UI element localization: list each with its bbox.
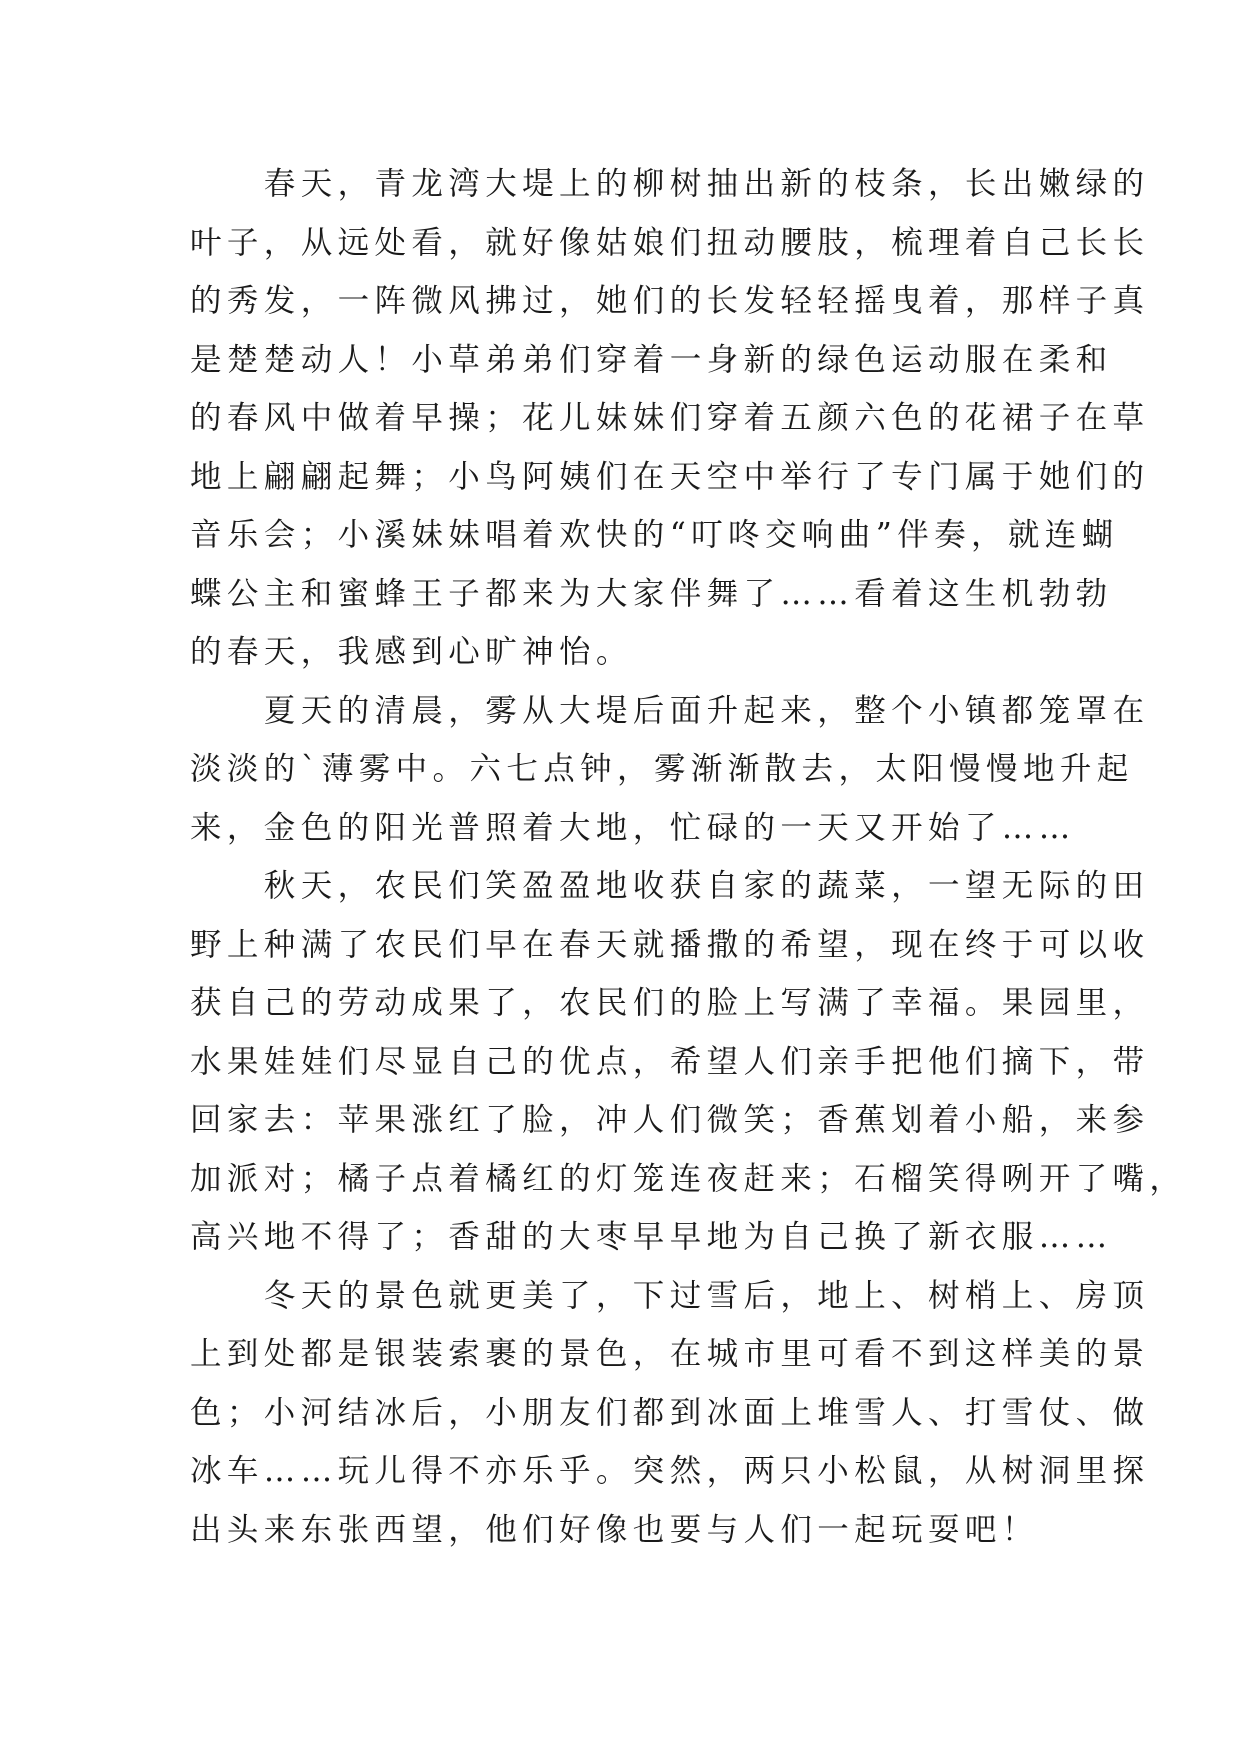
text-line: 冰车……玩儿得不亦乐乎。突然，两只小松鼠，从树洞里探 [190, 1453, 1150, 1489]
text-line: 叶子，从远处看，就好像姑娘们扭动腰肢，梳理着自己长长 [190, 224, 1150, 261]
paragraph-winter [190, 1267, 1150, 1560]
paragraph-summer [190, 682, 1150, 858]
text-line: 获自己的劳动成果了，农民们的脸上写满了幸福。果园里， [190, 985, 1150, 1021]
text-line: 秋天，农民们笑盈盈地收获自家的蔬菜，一望无际的田 [190, 868, 1150, 904]
text-line: 蝶公主和蜜蜂王子都来为大家伴舞了……看着这生机勃勃 [190, 575, 1113, 612]
text-line: 夏天的清晨，雾从大堤后面升起来，整个小镇都笼罩在 [190, 692, 1150, 729]
text-line: 淡淡的`薄雾中。六七点钟，雾渐渐散去，太阳慢慢地升起 [190, 751, 1134, 787]
text-line: 出头来东张西望，他们好像也要与人们一起玩耍吧！ [190, 1511, 1039, 1548]
text-line: 的春天，我感到心旷神怡。 [190, 634, 633, 670]
text-line: 来，金色的阳光普照着大地，忙碌的一天又开始了…… [190, 809, 1076, 846]
text-line: 地上翩翩起舞；小鸟阿姨们在天空中举行了专门属于她们的 [190, 458, 1150, 495]
text-line: 加派对；橘子点着橘红的灯笼连夜赶来；石榴笑得咧开了嘴， [190, 1160, 1187, 1197]
text-line: 上到处都是银装索裹的景色，在城市里可看不到这样美的景 [190, 1336, 1150, 1372]
document-body [190, 155, 1187, 1559]
text-line: 色；小河结冰后，小朋友们都到冰面上堆雪人、打雪仗、做 [190, 1394, 1150, 1431]
text-line: 是楚楚动人！小草弟弟们穿着一身新的绿色运动服在柔和 [190, 341, 1113, 378]
text-line: 的春风中做着早操；花儿妹妹们穿着五颜六色的花裙子在草 [190, 400, 1150, 436]
text-line: 高兴地不得了；香甜的大枣早早地为自己换了新衣服…… [190, 1219, 1113, 1255]
text-line: 冬天的景色就更美了，下过雪后，地上、树梢上、房顶 [190, 1277, 1150, 1314]
text-line: 的秀发，一阵微风拂过，她们的长发轻轻摇曳着，那样子真 [190, 283, 1150, 319]
paragraph-autumn [190, 857, 1187, 1267]
text-line: 水果娃娃们尽显自己的优点，希望人们亲手把他们摘下，带 [190, 1043, 1150, 1080]
text-line: 野上种满了农民们早在春天就播撒的希望，现在终于可以收 [190, 926, 1150, 963]
text-line: 音乐会；小溪妹妹唱着欢快的“叮咚交响曲”伴奏，就连蝴 [190, 517, 1119, 553]
paragraph-spring [190, 155, 1150, 682]
text-line: 回家去：苹果涨红了脸，冲人们微笑；香蕉划着小船，来参 [190, 1102, 1150, 1138]
text-line: 春天，青龙湾大堤上的柳树抽出新的枝条，长出嫩绿的 [190, 166, 1150, 202]
